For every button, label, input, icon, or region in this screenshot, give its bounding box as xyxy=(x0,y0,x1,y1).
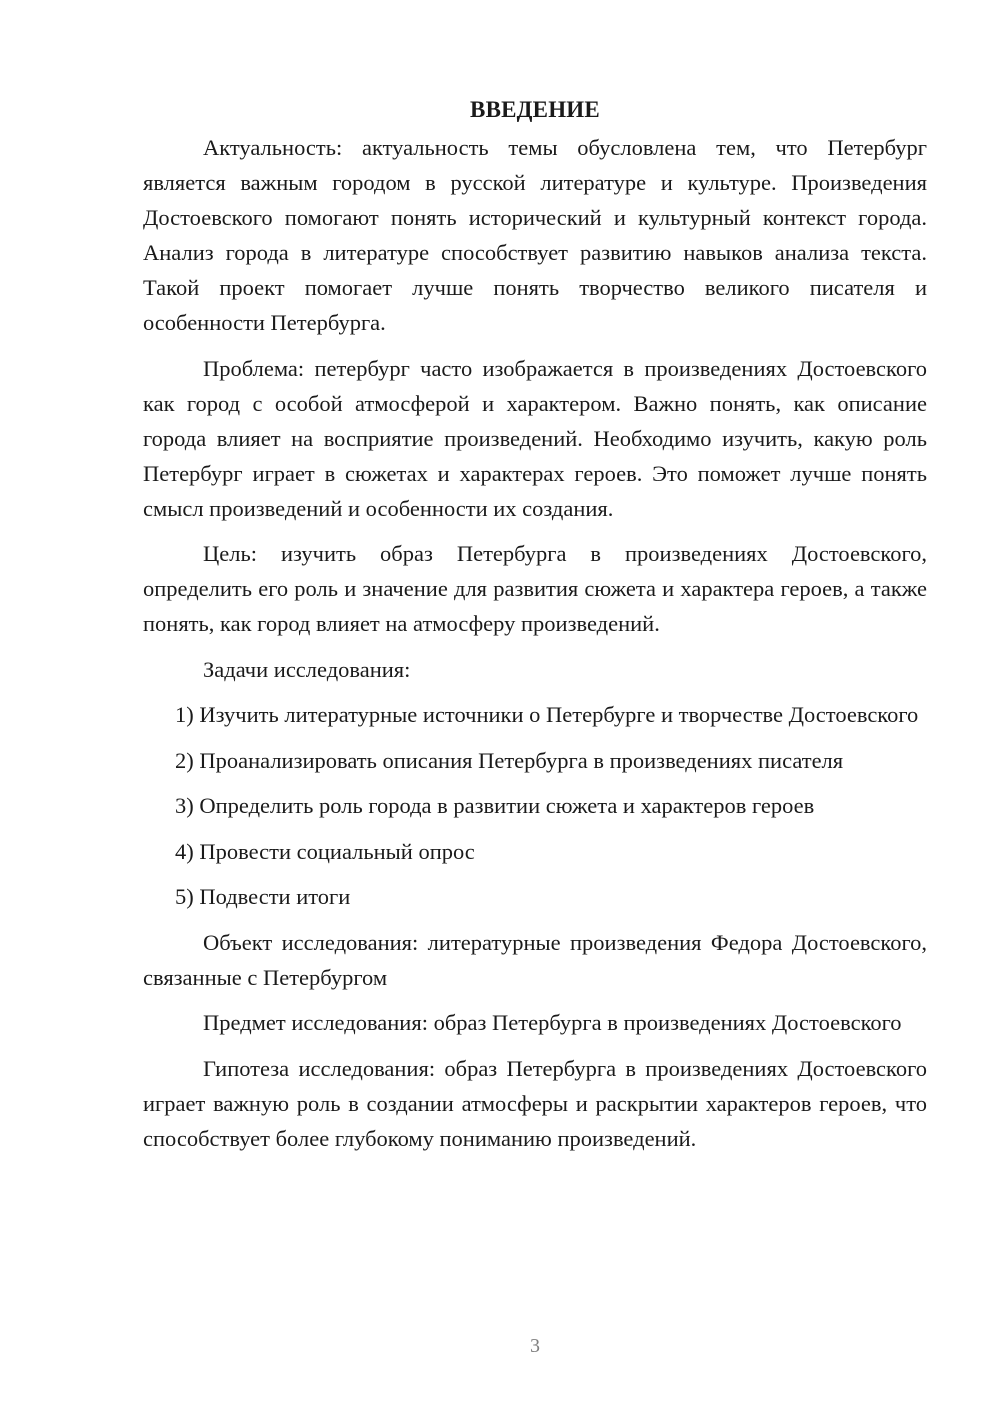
paragraph-problem: Проблема: петербург часто изображается в произведениях Достоевского как город с особой атмосферой и характером. Важно понять, как описание города влияет на восприятие произведений. Необходимо изучить, какую роль Петербург играет в сюжетах и характерах героев. Это поможет лучше понять смысл произведений и особенности их создания. xyxy=(143,355,927,521)
paragraph-subject: Предмет исследования: образ Петербурга в произведениях Достоевского xyxy=(203,1010,902,1035)
section-title: ВВЕДЕНИЕ xyxy=(470,97,600,122)
paragraph-relevance: Актуальность: актуальность темы обусловлена тем, что Петербург является важным городом в русской литературе и культуре. Произведения Достоевского помогают понять исторический и культурный контекст города. Анализ города в литературе способствует развитию навыков анализа текста. Такой проект помогает лучше понять творчество великого писателя и особенности Петербурга. xyxy=(143,135,927,335)
task-item-5: 5) Подвести итоги xyxy=(175,884,351,909)
page-number: 3 xyxy=(530,1335,540,1357)
paragraph-goal: Цель: изучить образ Петербурга в произведениях Достоевского, определить его роль и значение для развития сюжета и характера героев, а также понять, как город влияет на атмосферу произведений. xyxy=(143,541,927,636)
document-page xyxy=(143,92,927,1166)
paragraph-hypothesis: Гипотеза исследования: образ Петербурга в произведениях Достоевского играет важную роль в создании атмосферы и раскрытии характеров героев, что способствует более глубокому пониманию произведений. xyxy=(143,1055,927,1151)
tasks-heading: Задачи исследования: xyxy=(203,656,411,682)
task-item-4: 4) Провести социальный опрос xyxy=(175,838,475,864)
task-item-2: 2) Проанализировать описания Петербурга в произведениях писателя xyxy=(175,747,844,773)
task-item-1: 1) Изучить литературные источники о Петербурге и творчестве Достоевского xyxy=(175,702,919,727)
paragraph-object: Объект исследования: литературные произведения Федора Достоевского, связанные с Петербургом xyxy=(143,929,927,990)
task-item-3: 3) Определить роль города в развитии сюжета и характеров героев xyxy=(175,793,815,818)
